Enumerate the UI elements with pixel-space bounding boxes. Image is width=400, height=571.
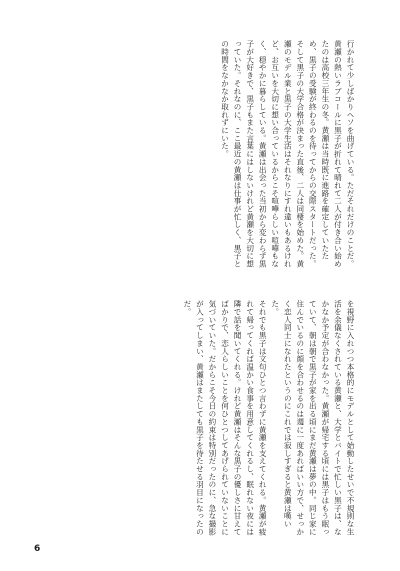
paragraph: 行かれて少しばかりヘソを曲げている。ただそれだけのことだ。 xyxy=(346,40,355,268)
text-block-bottom xyxy=(44,300,356,542)
page-number: 6 xyxy=(34,544,41,554)
paragraph: 黄瀬の熱いラブコールに黒子が折れて晴れて二人が付き合い始めたのは高校三年生の冬。黄瀬は当時既に進路を確定していたため、黒子の受験が終わるのを待ってからの交際スタートだった。そして黒子の大学合格が決まった直後、二人は同棲を始めた。黄瀬のモデル業と黒子の大学生活はそれなりにすれ違いもあるけれど、お互いを大切に想い合っているからこそ喧嘩らしい喧嘩もなく、穏やかに暮らしている。黄瀬は出会った当初から変わらず黒子が大好きで、黒子もまた言葉にはしないけれど黄瀬を大切に想っていた。それなのに、ここ最近の黄瀬は仕事が忙しく、黒子との時間をなかなか取れずにいた。 xyxy=(220,40,343,268)
paragraph: を視野に入れつつ本格的にモデルとして始動したせいで不規則な生活を余儀なくされている黄瀬と、大学とバイトで忙しい黒子は、なかなか予定が合わなかった。黄瀬が帰宅する頃には黒子はもう眠っていて、朝は朝で黒子が家を出る頃にまだ黄瀬は夢の中。同じ家に住んでいるのに顔を合わせるのは週に一度あればいい方で、せっかく恋人同士になれたというのにこれでは寂しすぎると黄瀬は嘆いた。 xyxy=(270,300,355,536)
text-block-top xyxy=(44,40,356,274)
paragraph: それでも黒子は文句ひとつ言わずに黄瀬を支えてくれる。黄瀬が疲れて帰ってくれば温かい食事を用意してくれるし、眠れない夜には隣で話を聞いてくれる。けれど黄瀬はそんな黒子の優しさに甘えてばかりで、恋人らしいことを何ひとつしてあげられていないことに気づいていた。だからこそ今日の約束は特別だったのに、急な撮影が入ってしまい、黄瀬はまたしても黒子を待たせる羽目になったのだ。 xyxy=(182,300,268,536)
